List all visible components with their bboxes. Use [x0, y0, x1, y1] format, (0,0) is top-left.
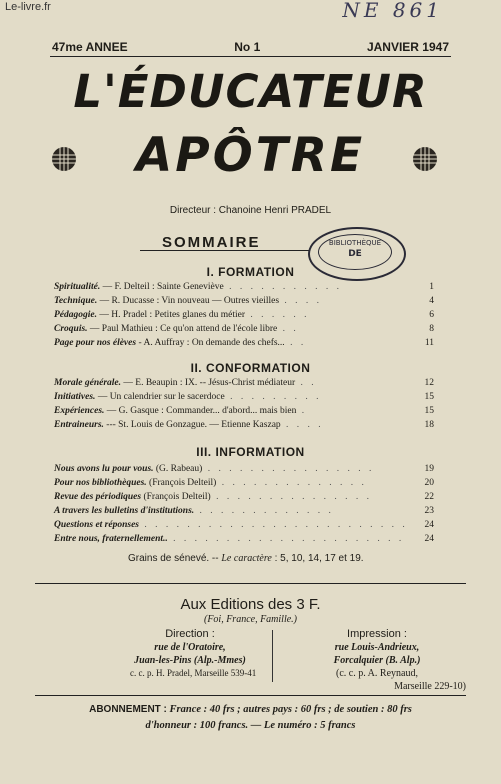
subscription-lead: ABONNEMENT :	[89, 704, 167, 715]
ornament-left-icon	[50, 145, 78, 173]
toc-label: Pédagogie.	[54, 310, 98, 320]
section-heading: I. FORMATION	[206, 265, 295, 279]
toc-text: — Paul Mathieu : Ce qu'on attend de l'école libre	[87, 324, 278, 334]
toc-page: 15	[424, 392, 434, 402]
toc-page: 18	[424, 420, 434, 430]
toc-label: Entre nous, fraternellement..	[54, 534, 168, 544]
direction-heading: Direction :	[165, 628, 215, 640]
toc-page: 24	[424, 534, 434, 544]
toc-entry: Nous avons lu pour vous. (G. Rabeau) . . . . . . . . . . . . . . . . 19	[54, 464, 434, 474]
toc-label: Croquis.	[54, 324, 88, 334]
toc-page: 1	[429, 282, 434, 292]
toc-page: 12	[424, 378, 434, 388]
sommaire-heading: SOMMAIRE	[162, 234, 261, 251]
grains-italic: Le caractère	[221, 553, 272, 564]
editions-subtitle: (Foi, France, Famille.)	[203, 614, 298, 625]
direction-line-1: rue de l'Oratoire,	[154, 642, 226, 653]
toc-entry: Pédagogie. — H. Pradel : Petites glanes du métier . . . . . . 6	[54, 310, 434, 320]
editions-rule-bottom	[35, 695, 466, 696]
grains-lead: Grains de sénevé. --	[128, 553, 222, 564]
toc-entry: Entraineurs. --- St. Louis de Gonzague. — Etienne Kaszap . . . . 18	[54, 420, 434, 430]
toc-entry: Expériences. — G. Gasque : Commander... d'abord... mais bien . 15	[54, 406, 434, 416]
toc-page: 20	[424, 478, 434, 488]
section-heading: III. INFORMATION	[196, 445, 305, 459]
column-divider	[272, 630, 273, 682]
impression-line-3: (c. c. p. A. Reynaud,	[336, 668, 418, 679]
direction-line-3: c. c. p. H. Pradel, Marseille 539-41	[130, 668, 257, 678]
toc-page: 6	[429, 310, 434, 320]
toc-entry: Revue des périodiques (François Delteil) . . . . . . . . . . . . . . . 22	[54, 492, 434, 502]
toc-entry: Technique. — R. Ducasse : Vin nouveau — Outres vieilles . . . . 4	[54, 296, 434, 306]
subscription-line-1: France : 40 frs ; autres pays : 60 frs ; de soutien : 80 frs	[166, 704, 412, 715]
toc-text: — E. Beaupin : IX. -- Jésus-Christ médiateur	[121, 378, 296, 388]
toc-label: A travers les bulletins d'institutions.	[54, 506, 195, 516]
issue-date: JANVIER 1947	[366, 40, 449, 54]
impression-block	[282, 628, 472, 693]
toc-text: --- St. Louis de Gonzague. — Etienne Kaszap	[103, 420, 281, 430]
toc-page: 15	[424, 406, 434, 416]
toc-page: 4	[429, 296, 434, 306]
toc-label: Morale générale.	[54, 378, 122, 388]
title-line-2: APÔTRE	[135, 128, 366, 183]
toc-label: Questions et réponses	[54, 520, 139, 530]
toc-entry: Pour nos bibliothèques. (François Delteil) . . . . . . . . . . . . . . 20	[54, 478, 434, 488]
title-line-1: L'ÉDUCATEUR	[73, 65, 428, 118]
toc-page: 8	[429, 324, 434, 334]
issue-number: No 1	[234, 40, 261, 54]
watermark: Le-livre.fr	[5, 1, 51, 13]
toc-text: — R. Ducasse : Vin nouveau — Outres vieilles	[97, 296, 280, 306]
editions-title: Aux Editions des 3 F.	[180, 596, 321, 613]
toc-text: — H. Pradel : Petites glanes du métier	[97, 310, 246, 320]
toc-label: Spiritualité.	[54, 282, 101, 292]
handwritten-reference: NE 861	[342, 0, 443, 22]
impression-line-1: rue Louis-Andrieux,	[334, 642, 420, 653]
toc-label: Technique.	[54, 296, 98, 306]
toc-label: Expériences.	[54, 406, 105, 416]
sommaire-rule	[140, 250, 310, 251]
toc-text: — Un calendrier sur le sacerdoce	[95, 392, 225, 402]
grains-line	[128, 553, 364, 564]
direction-line-2: Juan-les-Pins (Alp.-Mmes)	[134, 655, 246, 666]
section-heading: II. CONFORMATION	[190, 361, 311, 375]
toc-text: — G. Gasque : Commander... d'abord... mais bien	[104, 406, 297, 416]
stamp-line-2: DE	[348, 249, 362, 259]
direction-block	[130, 628, 257, 680]
toc-entry: Morale générale. — E. Beaupin : IX. -- Jésus-Christ médiateur . . 12	[54, 378, 434, 388]
toc-page: 19	[424, 464, 434, 474]
grains-rest: : 5, 10, 14, 17 et 19.	[271, 553, 364, 564]
toc-entry: Spiritualité. — F. Delteil : Sainte Geneviève . . . . . . . . . . . 1	[54, 282, 434, 292]
ornament-right-icon	[411, 145, 439, 173]
stamp-line-1: BIBLIOTHÈQUE	[328, 239, 382, 247]
impression-heading: Impression :	[347, 628, 407, 640]
toc-entry: Croquis. — Paul Mathieu : Ce qu'on attend de l'école libre . . 8	[54, 324, 434, 334]
issue-year: 47me ANNEE	[52, 40, 128, 54]
toc-label: Revue des périodiques	[54, 492, 142, 502]
toc-entry: Questions et réponses . . . . . . . . . . . . . . . . . . . . . . . . . 24	[54, 520, 434, 530]
toc-label: Nous avons lu pour vous.	[54, 464, 154, 474]
editions-rule-top	[35, 583, 466, 584]
director-line: Directeur : Chanoine Henri PRADEL	[169, 205, 332, 216]
toc-label: Entraineurs.	[54, 420, 104, 430]
impression-line-4: Marseille 229-10)	[394, 681, 466, 692]
toc-entry: Initiatives. — Un calendrier sur le sacerdoce . . . . . . . . . 15	[54, 392, 434, 402]
toc-entry: Page pour nos élèves - A. Auffray : On demande des chefs... . . 11	[54, 338, 434, 348]
toc-page: 24	[424, 520, 434, 530]
toc-page: 22	[424, 492, 434, 502]
header-rule	[50, 56, 451, 57]
subscription-line-2: d'honneur : 100 francs. — Le numéro : 5 francs	[145, 720, 356, 731]
toc-label: Initiatives.	[54, 392, 96, 402]
impression-line-2: Forcalquier (B. Alp.)	[333, 655, 421, 666]
toc-page: 23	[424, 506, 434, 516]
subscription-block	[0, 702, 501, 734]
toc-text: (François Delteil)	[141, 492, 211, 502]
issue-header	[52, 40, 449, 54]
toc-text: (François Delteil)	[146, 478, 217, 488]
toc-text: — F. Delteil : Sainte Geneviève	[100, 282, 224, 292]
toc-page: 11	[424, 338, 434, 348]
toc-entry: A travers les bulletins d'institutions. . . . . . . . . . . . . . 23	[54, 506, 434, 516]
toc-label: Page pour nos élèves	[54, 338, 137, 348]
toc-label: Pour nos bibliothèques.	[54, 478, 147, 488]
toc-entry: Entre nous, fraternellement.. . . . . . . . . . . . . . . . . . . . . . . 24	[54, 534, 434, 544]
toc-text: (G. Rabeau)	[153, 464, 203, 474]
toc-text: - A. Auffray : On demande des chefs...	[136, 338, 285, 348]
